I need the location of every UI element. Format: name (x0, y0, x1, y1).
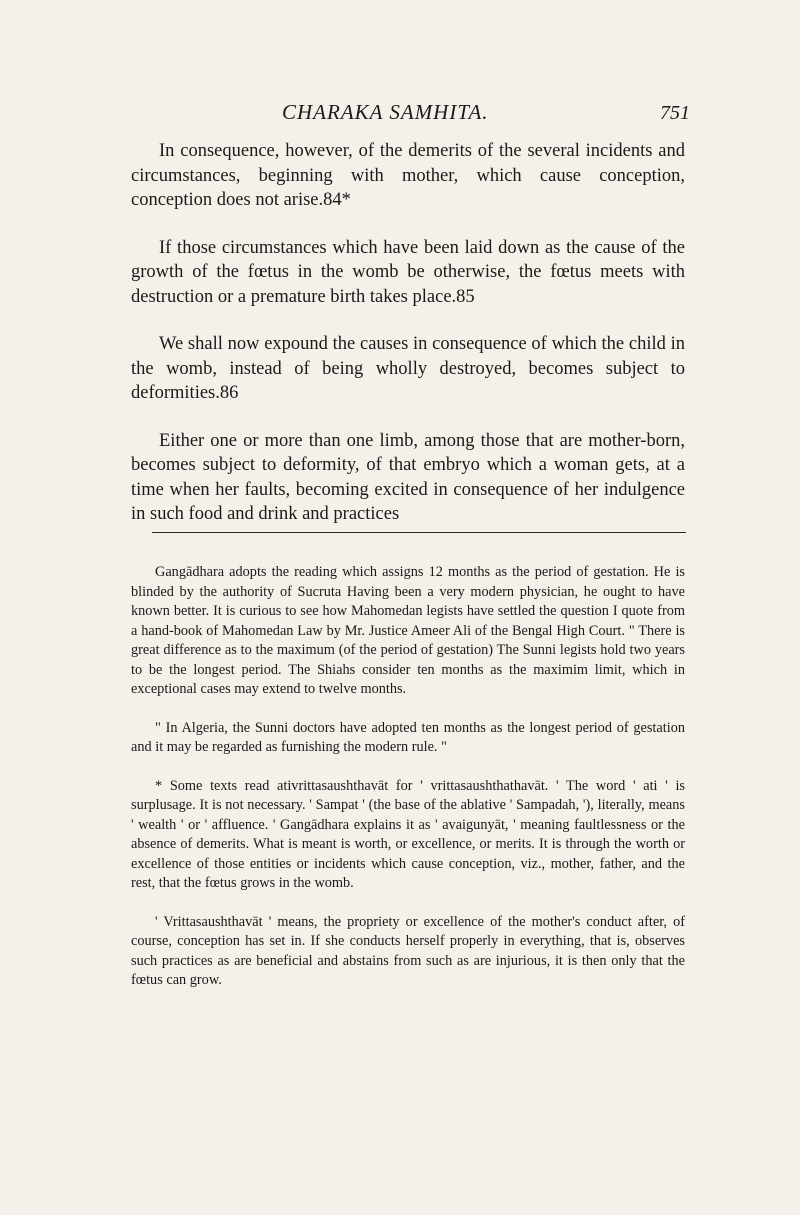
footnote-paragraph: * Some texts read ativrittasaushthavāt for ' vrittasaushthathavāt. ' The word ' ati ' is surplusage. It is not necessary. ' Sampat ' (the base of the ablative ' Sampadah, '), literally, means ' wealth ' or ' affluence. ' Gangādhara explains it as ' avaigunyāt, ' meaning faultlessness or the absence of demerits. What is meant is worth, or excellence, or merits. It is through the worth or excellence of those entities or incidents which cause conception, viz., mother, father, and the rest, that the fœtus grows in the womb. (131, 777, 685, 891)
body-paragraph: We shall now expound the causes in consequence of which the child in the womb, instead of being wholly destroyed, becomes subject to deformities.86 (131, 334, 685, 403)
body-paragraph: Either one or more than one limb, among those that are mother-born, becomes subject to deformity, of that embryo which a woman gets, at a time when her faults, becoming excited in consequence of her indulgence in such food and drink and practices (131, 430, 685, 524)
page-header (130, 100, 690, 130)
footnotes (131, 563, 685, 991)
main-text (131, 139, 685, 550)
footnote-paragraph: ' Vrittasaushthavāt ' means, the propriety or excellence of the mother's conduct after, of course, conception has set in. If she conducts herself properly in everything, that is, observes such practices as are beneficial and abstains from such as are injurious, it is then only that the fœtus can grow. (131, 913, 685, 988)
running-title: CHARAKA SAMHITA. (282, 100, 489, 124)
body-paragraph: In consequence, however, of the demerits of the several incidents and circumstances, beginning with mother, which cause conception, conception does not arise.84* (131, 141, 685, 210)
footnote-divider (152, 532, 686, 533)
footnote-paragraph: " In Algeria, the Sunni doctors have adopted ten months as the longest period of gestation and it may be regarded as furnishing the modern rule. " (131, 719, 685, 755)
page-number: 751 (660, 102, 690, 124)
body-paragraph: If those circumstances which have been laid down as the cause of the growth of the fœtus in the womb be otherwise, the fœtus meets with destruction or a premature birth takes place.85 (131, 237, 685, 307)
footnote-paragraph: Gangādhara adopts the reading which assigns 12 months as the period of gestation. He is blinded by the authority of Sucruta Having been a very modern physician, he ought to have known better. It is curious to see how Mahomedan legists have settled the question I quote from a hand-book of Mahomedan Law by Mr. Justice Ameer Ali of the Bengal High Court. " There is great difference as to the maximum (of the period of gestation) The Sunni legists hold two years to be the longest period. The Shiahs consider ten months as the maximim limit, which in exceptional cases may extend to twelve months. (131, 564, 685, 697)
